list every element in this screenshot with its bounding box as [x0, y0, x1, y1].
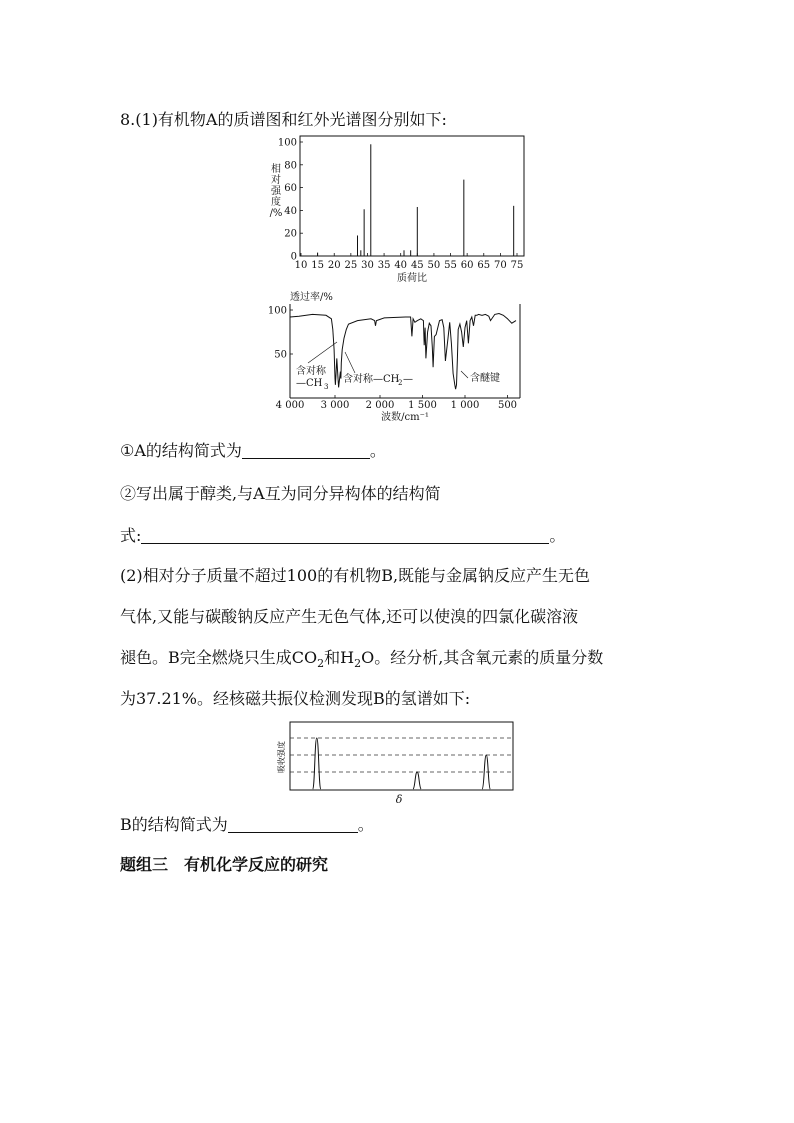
question-8-part1-intro: 8.(1)有机物A的质谱图和红外光谱图分别如下: [120, 110, 447, 129]
subscript-2: 2 [317, 657, 325, 671]
ms-x-tick-label: 20 [327, 260, 341, 271]
ms-x-tick-label: 45 [410, 260, 424, 271]
ms-x-tick-label: 55 [444, 260, 457, 271]
ms-y-tick-label: 80 [284, 160, 297, 172]
ms-ylabel-char: 强 [271, 186, 281, 197]
ir-x-tick-label: 3 000 [320, 400, 350, 411]
ms-ylabel-char: 相 [271, 164, 281, 175]
ms-xlabel: 质荷比 [397, 273, 427, 284]
period: 。 [549, 526, 566, 545]
ms-x-tick-label: 30 [361, 260, 374, 271]
section-heading: 题组三 有机化学反应的研究 [120, 855, 329, 874]
ms-x-tick-label: 65 [477, 260, 491, 271]
ir-title: 透过率/% [290, 292, 333, 303]
ir-xlabel: 波数/cm⁻¹ [381, 412, 429, 423]
ir-transmittance-line [290, 314, 516, 390]
ir-x-tick-label: 1 500 [408, 400, 437, 411]
ms-y-tick-label: 40 [284, 205, 297, 217]
nmr-xlabel: δ [395, 793, 403, 806]
ir-x-tick-label: 2 000 [365, 400, 395, 411]
ir-annotation-ch3-line2: —CH [296, 378, 323, 389]
ir-annotation-pointer [345, 352, 355, 373]
ir-x-tick-label: 500 [497, 400, 518, 411]
ir-annotation-pointer [461, 371, 468, 378]
ir-annotation-ch2-end: — [403, 374, 413, 385]
ir-y-tick-label: 100 [267, 305, 287, 317]
nmr-ylabel: 吸收强度 [277, 741, 286, 773]
question-item-1 [120, 441, 386, 461]
ir-x-tick-label: 4 000 [275, 400, 305, 411]
ir-annotation-subscript: 3 [324, 383, 329, 391]
ms-y-tick-label: 0 [290, 251, 297, 263]
nmr-peak [482, 755, 490, 789]
ir-y-tick-label: 50 [274, 349, 287, 361]
ms-x-tick-label: 35 [377, 260, 391, 271]
nmr-peak [313, 738, 321, 789]
part2-line-3b: 和H [324, 648, 355, 667]
ms-x-tick-label: 70 [494, 260, 507, 271]
question-item-3 [120, 815, 374, 835]
part2-line-3 [120, 648, 603, 674]
ms-x-tick-label: 10 [294, 260, 308, 271]
nmr-peak [413, 772, 421, 789]
part2-line-3c: O。经分析,其含氧元素的质量分数 [361, 648, 604, 667]
part2-line-1: (2)相对分子质量不超过100的有机物B,既能与金属钠反应产生无色 [120, 566, 591, 585]
period: 。 [369, 441, 386, 460]
ir-annotation-ether: 含醚键 [470, 373, 500, 384]
question-item-2-cont [120, 526, 565, 546]
period: 。 [357, 815, 374, 834]
ms-ylabel-char: 度 [271, 197, 281, 208]
part2-line-3a: 褪色。B完全燃烧只生成CO [120, 648, 318, 667]
ms-x-tick-label: 60 [460, 260, 474, 271]
item-1-text: ①A的结构简式为 [120, 441, 242, 460]
answer-blank-3[interactable] [228, 816, 358, 833]
answer-blank-2[interactable] [141, 527, 549, 544]
ms-x-tick-label: 75 [510, 260, 524, 271]
ms-y-tick-label: 100 [277, 137, 297, 149]
question-item-2: ②写出属于醇类,与A互为同分异构体的结构简 [120, 484, 441, 503]
part2-line-4: 为37.21%。经核磁共振仪检测发现B的氢谱如下: [120, 689, 471, 708]
item-2-cont-text: 式: [120, 526, 142, 545]
answer-blank-1[interactable] [242, 442, 370, 459]
ms-plot-frame [300, 136, 524, 256]
ms-x-tick-label: 50 [427, 260, 441, 271]
ms-ylabel-char: /% [269, 208, 283, 219]
ms-ylabel-char: 对 [271, 175, 281, 186]
ms-x-tick-label: 15 [311, 260, 324, 271]
ms-y-tick-label: 60 [284, 183, 297, 195]
ir-x-tick-label: 1 000 [450, 400, 480, 411]
ms-y-tick-label: 20 [284, 228, 297, 240]
nmr-plot-frame [290, 722, 513, 790]
ir-annotation-ch3-line1: 含对称 [296, 366, 326, 377]
ir-annotation-ch2: 含对称—CH [343, 374, 400, 385]
ms-x-tick-label: 25 [344, 260, 358, 271]
part2-line-2: 气体,又能与碳酸钠反应产生无色气体,还可以使溴的四氯化碳溶液 [120, 607, 579, 626]
subscript-2: 2 [354, 657, 362, 671]
ir-annotation-subscript: 2 [398, 379, 403, 387]
item-3-text: B的结构简式为 [120, 815, 228, 834]
ms-x-tick-label: 40 [394, 260, 408, 271]
ir-annotation-pointer [308, 342, 337, 363]
